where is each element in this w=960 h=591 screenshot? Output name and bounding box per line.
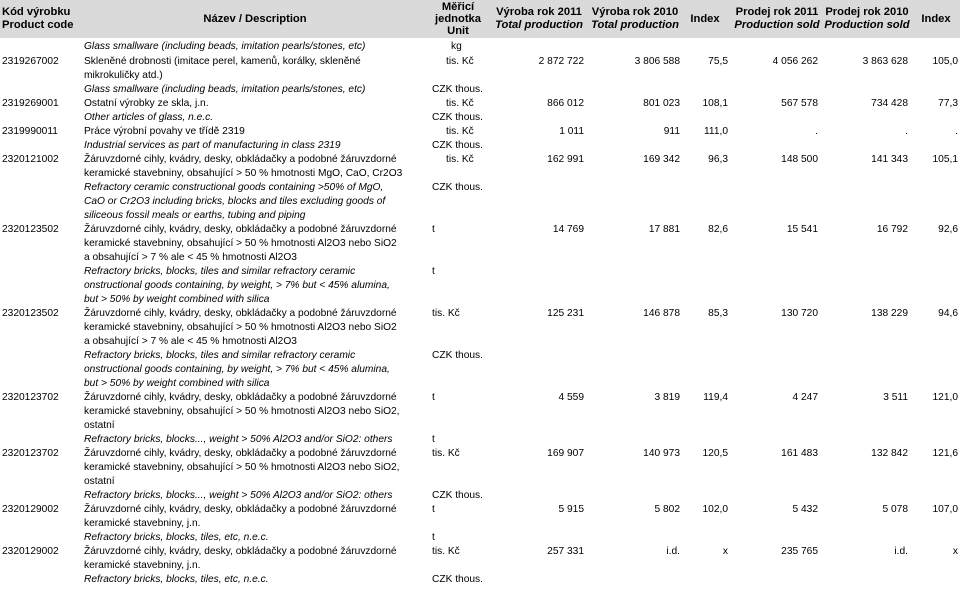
header-prod2011-cz: Výroba rok 2011 <box>496 6 582 18</box>
production-2010: 17 881 <box>648 224 680 235</box>
sold-2011: 4 056 262 <box>772 56 818 67</box>
production-2010: 169 342 <box>643 154 680 165</box>
production-2011: 4 559 <box>558 392 584 403</box>
production-2010: 146 878 <box>643 308 680 319</box>
production-2011: 2 872 722 <box>538 56 584 67</box>
description-cz: keramické stavebniny, obsahující > 50 % hmotnosti Al2O3 nebo SiO2, <box>84 406 400 417</box>
product-code: 2320129002 <box>2 546 59 557</box>
description-cz: Skleněné drobnosti (imitace perel, kamenů, korálky, skleněné <box>84 56 361 67</box>
header-prod2011-en: Total production <box>495 19 583 31</box>
product-code: 2319990011 <box>2 126 58 137</box>
description-cz: Žáruvzdorné cihly, kvádry, desky, obkládačky a podobné žáruvzdorné <box>84 154 397 165</box>
description-cz: Žáruvzdorné cihly, kvádry, desky, obkládačky a podobné žáruvzdorné <box>84 224 397 235</box>
description-en: CaO or Cr2O3 including bricks, blocks and tiles excluding goods of <box>84 196 386 207</box>
product-code: 2320123502 <box>2 308 59 319</box>
description-en: siliceous fossil meals or earths, tubing and piping <box>84 210 306 221</box>
production-2010: 140 973 <box>643 448 680 459</box>
sold-2010: 16 792 <box>876 224 908 235</box>
description-cz: keramické stavebniny, obsahující > 50 % hmotnosti MgO, CaO, Cr2O3 <box>84 168 403 179</box>
unit: tis. Kč <box>446 98 474 109</box>
production-2011: 169 907 <box>547 448 584 459</box>
unit-en: CZK thous. <box>432 182 483 193</box>
sold-index: 105,0 <box>932 56 958 67</box>
header-description-label: Název / Description <box>203 12 307 25</box>
sold-2011: 4 247 <box>792 392 818 403</box>
production-index: 111,0 <box>704 126 728 137</box>
product-code: 2320123702 <box>2 392 59 403</box>
sold-2011: 148 500 <box>781 154 818 165</box>
header-index2-label: Index <box>921 12 951 25</box>
description-cz: Ostatní výrobky ze skla, j.n. <box>84 98 209 109</box>
description-cz: keramické stavebniny, obsahující > 50 % hmotnosti Al2O3 nebo SiO2 <box>84 322 397 333</box>
product-code: 2319269001 <box>2 98 59 109</box>
header-prod2010-en: Total production <box>591 19 679 31</box>
description-cz: keramické stavebniny, obsahující > 50 % hmotnosti Al2O3 nebo SiO2, <box>84 462 400 473</box>
sold-2011: 235 765 <box>781 546 818 557</box>
production-2010: 911 <box>663 126 680 137</box>
production-2010: 3 819 <box>654 392 680 403</box>
description-en: Refractory ceramic constructional goods containing >50% of MgO, <box>84 182 384 193</box>
description-cz: Žáruvzdorné cihly, kvádry, desky, obkládačky a podobné žáruvzdorné <box>84 546 397 557</box>
production-2011: 14 769 <box>552 224 584 235</box>
sold-2011: 15 541 <box>786 224 818 235</box>
unit: tis. Kč <box>446 56 474 67</box>
header-unit-cz1: Měřicí <box>441 1 475 13</box>
description-cz: Žáruvzdorné cihly, kvádry, desky, obkládačky a podobné žáruvzdorné <box>84 392 397 403</box>
unit-en: CZK thous. <box>432 350 483 361</box>
sold-2011: . <box>815 126 818 137</box>
unit: t <box>432 504 435 515</box>
header-sold2011-cz: Prodej rok 2011 <box>735 6 819 18</box>
description-en: but > 50% by weight combined with silica <box>84 378 270 389</box>
product-code: 2320129002 <box>2 504 59 515</box>
description-en: Refractory bricks, blocks..., weight > 50% Al2O3 and/or SiO2: others <box>84 490 393 501</box>
description-en: Refractory bricks, blocks, tiles and similar refractory ceramic <box>84 266 356 277</box>
unit: t <box>432 392 435 403</box>
sold-index: 77,3 <box>938 98 958 109</box>
sold-2010: . <box>905 126 908 137</box>
sold-2010: i.d. <box>894 546 908 557</box>
description-en: Other articles of glass, n.e.c. <box>84 112 214 123</box>
production-index: x <box>722 546 728 557</box>
sold-2010: 141 343 <box>871 154 908 165</box>
unit: tis. Kč <box>432 546 460 557</box>
production-index: 82,6 <box>708 224 728 235</box>
description-cz: a obsahující > 7 % ale < 45 % hmotnosti Al2O3 <box>84 336 297 347</box>
header-unit-cz2: jednotka <box>434 13 481 25</box>
unit-en: CZK thous. <box>432 140 483 151</box>
header-sold2010-en: Production sold <box>824 19 910 31</box>
production-index: 102,0 <box>702 504 728 515</box>
product-code: 2320121002 <box>2 154 59 165</box>
product-code: 2319267002 <box>2 56 59 67</box>
unit: t <box>432 224 435 235</box>
sold-2010: 132 842 <box>871 448 908 459</box>
production-index: 108,1 <box>702 98 728 109</box>
sold-2011: 5 432 <box>792 504 818 515</box>
header-code-cz: Kód výrobku <box>2 6 71 18</box>
production-index: 120,5 <box>702 448 728 459</box>
production-2011: 257 331 <box>547 546 584 557</box>
header-sold2010-cz: Prodej rok 2010 <box>825 6 909 18</box>
description-en: onstructional goods containing, by weight, > 7% but < 45% alumina, <box>84 364 390 375</box>
unit: tis. Kč <box>446 126 474 137</box>
header-sold2011-en: Production sold <box>734 19 820 31</box>
header-prod2010-cz: Výroba rok 2010 <box>591 6 679 18</box>
header-index1-label: Index <box>690 12 720 25</box>
description-cz: ostatní <box>84 420 115 431</box>
production-index: 75,5 <box>708 56 728 67</box>
production-2010: 801 023 <box>643 98 680 109</box>
sold-index: 105,1 <box>932 154 958 165</box>
unit-en: t <box>432 434 435 445</box>
unit-en: CZK thous. <box>432 84 483 95</box>
unit: tis. Kč <box>432 448 460 459</box>
unit-en: t <box>432 532 435 543</box>
description-cz: Práce výrobní povahy ve třídě 2319 <box>84 126 245 137</box>
sold-2010: 3 863 628 <box>862 56 908 67</box>
sold-index: 121,0 <box>932 392 958 403</box>
sold-2011: 130 720 <box>781 308 818 319</box>
production-2011: 866 012 <box>547 98 584 109</box>
production-2010: i.d. <box>666 546 680 557</box>
sold-2010: 734 428 <box>871 98 908 109</box>
production-2011: 1 011 <box>559 126 584 137</box>
unit-en: t <box>432 266 435 277</box>
unit-en: kg <box>451 41 462 52</box>
unit-en: CZK thous. <box>432 574 483 585</box>
description-en: onstructional goods containing, by weight, > 7% but < 45% alumina, <box>84 280 390 291</box>
production-2011: 125 231 <box>547 308 584 319</box>
sold-2010: 3 511 <box>883 392 908 403</box>
production-index: 119,4 <box>703 392 728 403</box>
sold-index: 121,6 <box>932 448 958 459</box>
description-cz: a obsahující > 7 % ale < 45 % hmotnosti Al2O3 <box>84 252 297 263</box>
sold-index: . <box>955 126 958 137</box>
description-en: Glass smallware (including beads, imitation pearls/stones, etc) <box>84 84 366 95</box>
description-en: but > 50% by weight combined with silica <box>84 294 270 305</box>
production-2011: 5 915 <box>558 504 584 515</box>
description-cz: Žáruvzdorné cihly, kvádry, desky, obkládačky a podobné žáruvzdorné <box>84 308 397 319</box>
sold-index: 94,6 <box>938 308 958 319</box>
header-code-en: Product code <box>2 19 74 31</box>
description-cz: ostatní <box>84 476 115 487</box>
description-cz: keramické stavebniny, j.n. <box>84 560 201 571</box>
description-cz: Žáruvzdorné cihly, kvádry, desky, obkládačky a podobné žáruvzdorné <box>84 448 397 459</box>
sold-2011: 567 578 <box>781 98 818 109</box>
production-2010: 3 806 588 <box>634 56 680 67</box>
description-cz: Žáruvzdorné cihly, kvádry, desky, obkládačky a podobné žáruvzdorné <box>84 504 397 515</box>
description-en: Refractory bricks, blocks, tiles, etc, n.e.c. <box>84 532 269 543</box>
production-2010: 5 802 <box>654 504 680 515</box>
product-code: 2320123502 <box>2 224 59 235</box>
description-cz: keramické stavebniny, j.n. <box>84 518 201 529</box>
description-en: Refractory bricks, blocks, tiles and similar refractory ceramic <box>84 350 356 361</box>
product-code: 2320123702 <box>2 448 59 459</box>
header-unit-en: Unit <box>447 25 469 37</box>
sold-2010: 5 078 <box>882 504 908 515</box>
sold-2011: 161 483 <box>781 448 818 459</box>
production-index: 96,3 <box>708 154 728 165</box>
description-en: Refractory bricks, blocks, tiles, etc, n.e.c. <box>84 574 269 585</box>
description-en: Glass smallware (including beads, imitation pearls/stones, etc) <box>84 41 366 52</box>
production-2011: 162 991 <box>547 154 584 165</box>
description-cz: mikrokuličky atd.) <box>84 70 163 81</box>
sold-index: 107,0 <box>932 504 958 515</box>
unit: tis. Kč <box>432 308 460 319</box>
unit-en: CZK thous. <box>432 490 483 501</box>
description-en: Refractory bricks, blocks..., weight > 50% Al2O3 and/or SiO2: others <box>84 434 393 445</box>
sold-index: x <box>952 546 958 557</box>
description-en: Industrial services as part of manufacturing in class 2319 <box>84 140 341 151</box>
production-index: 85,3 <box>708 308 728 319</box>
description-cz: keramické stavebniny, obsahující > 50 % hmotnosti Al2O3 nebo SiO2 <box>84 238 397 249</box>
unit: tis. Kč <box>446 154 474 165</box>
sold-2010: 138 229 <box>871 308 908 319</box>
sold-index: 92,6 <box>938 224 958 235</box>
unit-en: CZK thous. <box>432 112 483 123</box>
